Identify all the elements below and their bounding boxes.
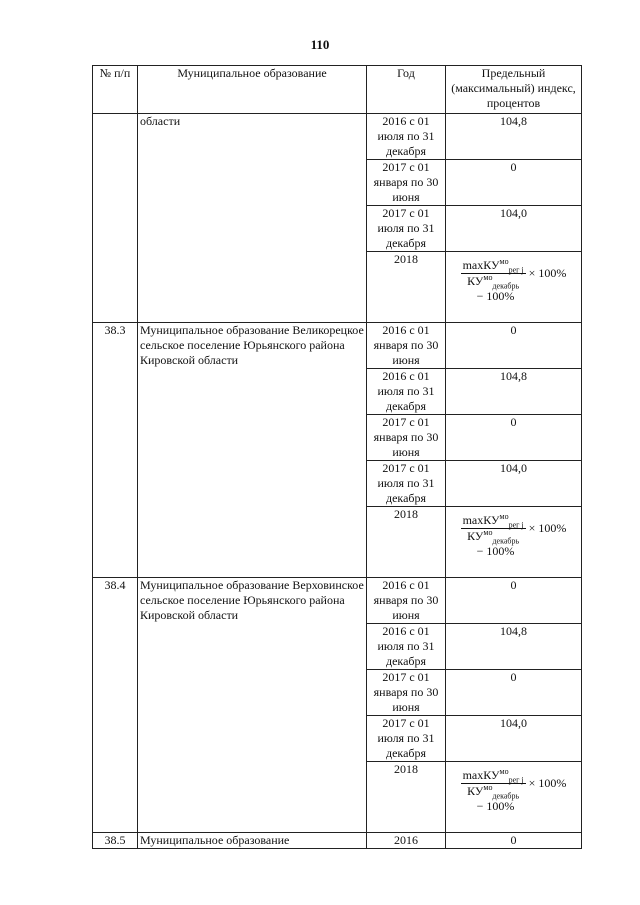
formula-numerator: maxКУ$^{мо}_{рег j}$ <box>462 257 524 275</box>
table-row <box>93 578 582 624</box>
table-row <box>93 114 582 160</box>
row-number: 38.4 <box>93 578 138 833</box>
municipality-name: Муниципальное образование <box>138 833 367 849</box>
year-cell: 2018 <box>367 507 446 578</box>
year-cell: 2016 с 01 января по 30 июня <box>367 323 446 369</box>
index-formula-cell <box>446 507 582 578</box>
index-value: 0 <box>446 578 582 624</box>
index-value: 0 <box>446 415 582 461</box>
municipality-name: Муниципальное образование Великорецкое сельское поселение Юрьянского района Кировской области <box>138 323 367 578</box>
table-body <box>93 114 582 833</box>
year-cell: 2018 <box>367 762 446 833</box>
year-cell: 2017 с 01 июля по 31 декабря <box>367 461 446 507</box>
index-value: 104,0 <box>446 206 582 252</box>
index-formula <box>461 513 567 559</box>
year-cell: 2017 с 01 июля по 31 декабря <box>367 206 446 252</box>
index-value: 0 <box>446 160 582 206</box>
year-cell: 2017 с 01 января по 30 июня <box>367 160 446 206</box>
index-value: 104,8 <box>446 624 582 670</box>
formula-fraction <box>461 258 526 289</box>
index-value: 104,8 <box>446 369 582 415</box>
formula-numerator: maxКУ$^{мо}_{рег j}$ <box>462 512 524 530</box>
index-formula <box>461 768 567 814</box>
formula-minus: − 100% <box>476 799 515 813</box>
header-year: Год <box>367 66 446 114</box>
index-formula-cell <box>446 252 582 323</box>
table-row <box>93 323 582 369</box>
formula-denominator: $КУ^{мо}_{декабрь}$ <box>467 783 520 801</box>
index-value: 104,0 <box>446 716 582 762</box>
formula-minus: − 100% <box>476 544 515 558</box>
header-index: Предельный (максимальный) индекс, процентов <box>446 66 582 114</box>
index-formula <box>461 258 567 304</box>
index-value: 104,0 <box>446 461 582 507</box>
header-num: № п/п <box>93 66 138 114</box>
year-cell: 2017 с 01 января по 30 июня <box>367 670 446 716</box>
formula-fraction <box>461 768 526 799</box>
year-cell: 2016 с 01 июля по 31 декабря <box>367 114 446 160</box>
page-number: 110 <box>310 37 330 52</box>
table-row <box>93 833 582 849</box>
year-cell: 2018 <box>367 252 446 323</box>
formula-multiplier: × 100% <box>528 521 567 535</box>
index-value: 104,8 <box>446 114 582 160</box>
table-header-row <box>93 66 582 114</box>
year-cell: 2016 <box>367 833 446 849</box>
formula-denominator: $КУ^{мо}_{декабрь}$ <box>467 528 520 546</box>
formula-numerator: maxКУ$^{мо}_{рег j}$ <box>462 767 524 785</box>
tariff-index-table <box>92 65 582 849</box>
formula-multiplier: × 100% <box>528 266 567 280</box>
year-cell: 2016 с 01 июля по 31 декабря <box>367 624 446 670</box>
municipality-name: области <box>138 114 367 323</box>
formula-fraction <box>461 513 526 544</box>
row-number <box>93 114 138 323</box>
municipality-name: Муниципальное образование Верховинское сельское поселение Юрьянского района Кировской области <box>138 578 367 833</box>
index-value: 0 <box>446 833 582 849</box>
row-number: 38.3 <box>93 323 138 578</box>
year-cell: 2016 с 01 июля по 31 декабря <box>367 369 446 415</box>
formula-denominator: $КУ^{мо}_{декабрь}$ <box>467 273 520 291</box>
index-formula-cell <box>446 762 582 833</box>
formula-minus: − 100% <box>476 289 515 303</box>
row-number: 38.5 <box>93 833 138 849</box>
header-municipality: Муниципальное образование <box>138 66 367 114</box>
index-value: 0 <box>446 323 582 369</box>
index-value: 0 <box>446 670 582 716</box>
formula-multiplier: × 100% <box>528 776 567 790</box>
year-cell: 2017 с 01 января по 30 июня <box>367 415 446 461</box>
year-cell: 2017 с 01 июля по 31 декабря <box>367 716 446 762</box>
year-cell: 2016 с 01 января по 30 июня <box>367 578 446 624</box>
